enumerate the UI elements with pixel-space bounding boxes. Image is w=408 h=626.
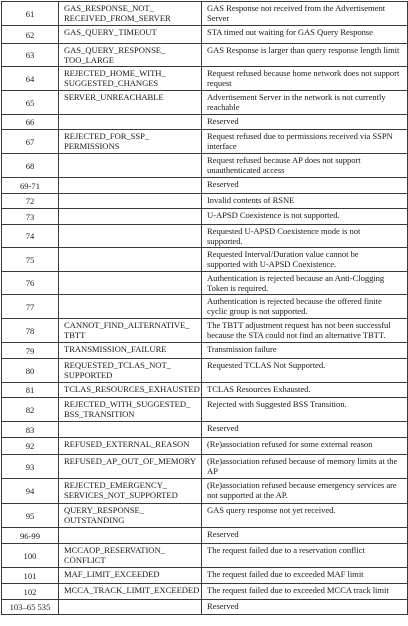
- status-name-cell: [59, 91, 202, 115]
- status-code-cell: 74: [2, 225, 59, 248]
- status-name-line: REJECTED_WITH_SUGGESTED_: [64, 399, 191, 409]
- table-row: [2, 130, 408, 154]
- status-code-cell: 68: [2, 154, 59, 178]
- status-name-line: SERVICES_NOT_SUPPORTED: [64, 490, 178, 500]
- status-name-cell: [59, 359, 202, 383]
- status-code-cell: 103–65 535: [2, 600, 59, 615]
- status-description-cell: [202, 359, 408, 383]
- status-description-line: U-APSD Coexistence is not supported.: [207, 210, 340, 220]
- status-name-line: TRANSMISSION_FAILURE: [64, 344, 167, 354]
- status-name-cell: [59, 544, 202, 568]
- table-row: [2, 479, 408, 504]
- status-description-line: Token is required.: [207, 283, 269, 293]
- status-name-cell: [59, 479, 202, 504]
- status-name-cell: [59, 26, 202, 44]
- status-description-line: The request failed due to exceeded MAF limit: [207, 569, 364, 579]
- status-description-cell: [202, 455, 408, 479]
- status-code-cell: 96-99: [2, 528, 59, 544]
- status-description-line: unauthenticated access: [207, 165, 285, 175]
- status-code-cell: 83: [2, 422, 59, 438]
- status-description-line: Reserved: [207, 601, 239, 611]
- table-row: [2, 398, 408, 422]
- status-description-line: Reserved: [207, 116, 239, 126]
- status-name-line: GAS_QUERY_TIMEOUT: [64, 27, 157, 37]
- status-description-cell: [202, 584, 408, 600]
- table-row: [2, 528, 408, 544]
- status-description-cell: [202, 600, 408, 615]
- status-code-cell: 77: [2, 295, 59, 319]
- status-code-cell: 101: [2, 568, 59, 584]
- table-row: [2, 438, 408, 455]
- status-name-line: SUPPORTED: [64, 370, 113, 380]
- status-name-line: REFUSED_AP_OUT_OF_MEMORY: [64, 456, 197, 466]
- status-description-line: TCLAS Resources Exhausted.: [207, 384, 311, 394]
- status-code-cell: 94: [2, 479, 59, 504]
- status-description-cell: [202, 272, 408, 295]
- table-row: [2, 209, 408, 225]
- status-name-cell: [59, 584, 202, 600]
- status-description-line: Authentication is rejected because an Anti-Clogging: [207, 273, 385, 283]
- table-row: [2, 115, 408, 130]
- status-code-cell: 63: [2, 44, 59, 67]
- status-name-line: REJECTED_FOR_SSP_: [64, 131, 150, 141]
- status-description-cell: [202, 225, 408, 248]
- status-description-line: Reserved: [207, 423, 239, 433]
- table-row: [2, 272, 408, 295]
- status-description-line: (Re)association refused because of memory limits at the: [207, 456, 398, 466]
- status-code-cell: 69-71: [2, 178, 59, 194]
- status-name-line: SERVER_UNREACHABLE: [64, 92, 164, 102]
- status-code-cell: 79: [2, 343, 59, 359]
- status-description-line: GAS Response not received from the Advertisement: [207, 3, 386, 13]
- status-description-cell: [202, 209, 408, 225]
- table-row: [2, 67, 408, 91]
- status-name-cell: [59, 600, 202, 615]
- status-code-cell: 73: [2, 209, 59, 225]
- status-name-line: OUTSTANDING: [64, 515, 125, 525]
- status-code-cell: 95: [2, 504, 59, 528]
- status-code-cell: 100: [2, 544, 59, 568]
- status-description-cell: [202, 398, 408, 422]
- status-code-cell: 64: [2, 67, 59, 91]
- status-description-cell: [202, 383, 408, 398]
- status-description-line: interface: [207, 141, 237, 151]
- table-row: [2, 600, 408, 615]
- status-name-line: PERMISSIONS: [64, 141, 120, 151]
- status-name-cell: [59, 194, 202, 209]
- status-description-line: Request refused because home network does not support: [207, 68, 400, 78]
- status-code-cell: 78: [2, 319, 59, 343]
- status-code-cell: 81: [2, 383, 59, 398]
- status-name-cell: [59, 67, 202, 91]
- status-name-line: MCCA_TRACK_LIMIT_EXCEEDED: [64, 585, 200, 595]
- status-description-line: not supported at the AP.: [207, 490, 288, 500]
- status-description-line: Invalid contents of RSNE: [207, 195, 295, 205]
- status-code-cell: 93: [2, 455, 59, 479]
- status-code-cell: 102: [2, 584, 59, 600]
- status-description-line: AP: [207, 466, 218, 476]
- status-name-line: MAF_LIMIT_EXCEEDED: [64, 569, 160, 579]
- status-description-cell: [202, 422, 408, 438]
- status-name-line: MCCAOP_RESERVATION_: [64, 545, 165, 555]
- table-row: [2, 26, 408, 44]
- status-description-line: Request refused because AP does not support: [207, 155, 361, 165]
- status-name-line: REJECTED_HOME_WITH_: [64, 68, 166, 78]
- status-description-cell: [202, 115, 408, 130]
- status-description-cell: [202, 130, 408, 154]
- status-name-line: TBTT: [64, 330, 86, 340]
- status-code-cell: 62: [2, 26, 59, 44]
- status-name-cell: [59, 455, 202, 479]
- status-description-line: Advertisement Server in the network is not currently: [207, 92, 386, 102]
- status-description-line: because the STA could not find an alternative TBTT.: [207, 330, 386, 340]
- status-description-cell: [202, 528, 408, 544]
- status-name-line: REJECTED_EMERGENCY_: [64, 480, 168, 490]
- status-code-table-body: [2, 2, 408, 615]
- status-name-cell: [59, 422, 202, 438]
- status-description-line: Reserved: [207, 529, 239, 539]
- status-name-line: CANNOT_FIND_ALTERNATIVE_: [64, 320, 190, 330]
- table-row: [2, 359, 408, 383]
- status-name-cell: [59, 528, 202, 544]
- status-name-line: SUGGESTED_CHANGES: [64, 78, 159, 88]
- status-name-cell: [59, 398, 202, 422]
- status-description-cell: [202, 194, 408, 209]
- table-row: [2, 2, 408, 26]
- status-code-cell: 75: [2, 248, 59, 272]
- status-name-cell: [59, 209, 202, 225]
- status-description-cell: [202, 2, 408, 26]
- status-name-cell: [59, 178, 202, 194]
- status-name-line: BSS_TRANSITION: [64, 409, 135, 419]
- status-code-cell: 82: [2, 398, 59, 422]
- status-code-cell: 61: [2, 2, 59, 26]
- status-description-cell: [202, 568, 408, 584]
- status-description-line: request: [207, 78, 232, 88]
- status-description-line: reachable: [207, 102, 240, 112]
- table-row: [2, 44, 408, 67]
- status-name-cell: [59, 438, 202, 455]
- table-row: [2, 295, 408, 319]
- status-code-cell: 65: [2, 91, 59, 115]
- status-description-line: Server: [207, 13, 230, 23]
- table-row: [2, 568, 408, 584]
- status-name-cell: [59, 2, 202, 26]
- table-row: [2, 544, 408, 568]
- status-description-line: Request refused due to permissions received via SSPN: [207, 131, 393, 141]
- status-description-line: Rejected with Suggested BSS Transition.: [207, 399, 347, 409]
- status-description-line: supported with U-APSD Coexistence.: [207, 259, 337, 269]
- status-name-cell: [59, 115, 202, 130]
- status-name-cell: [59, 44, 202, 67]
- status-name-line: RECEIVED_FROM_SERVER: [64, 13, 171, 23]
- status-description-line: GAS Response is larger than query response length limit: [207, 45, 400, 55]
- status-name-line: CONFLICT: [64, 555, 106, 565]
- status-description-cell: [202, 343, 408, 359]
- status-description-line: Requested U-APSD Coexistence mode is not: [207, 226, 361, 236]
- status-name-line: GAS_RESPONSE_NOT_: [64, 3, 154, 13]
- status-name-cell: [59, 154, 202, 178]
- status-description-line: (Re)association refused for some external reason: [207, 439, 373, 449]
- status-name-line: REFUSED_EXTERNAL_REASON: [64, 439, 190, 449]
- table-row: [2, 504, 408, 528]
- status-name-line: TCLAS_RESOURCES_EXHAUSTED: [64, 384, 200, 394]
- table-row: [2, 383, 408, 398]
- status-description-cell: [202, 504, 408, 528]
- status-description-line: STA timed out waiting for GAS Query Response: [207, 27, 373, 37]
- table-row: [2, 194, 408, 209]
- status-name-cell: [59, 568, 202, 584]
- status-description-cell: [202, 67, 408, 91]
- status-description-line: Authentication is rejected because the offered finite: [207, 296, 382, 306]
- status-description-cell: [202, 178, 408, 194]
- status-name-cell: [59, 272, 202, 295]
- status-name-line: QUERY_RESPONSE_: [64, 505, 144, 515]
- status-description-line: supported.: [207, 236, 243, 246]
- status-description-line: Requested TCLAS Not Supported.: [207, 360, 326, 370]
- status-code-table: [1, 1, 408, 615]
- status-description-line: Reserved: [207, 179, 239, 189]
- status-name-cell: [59, 319, 202, 343]
- status-description-cell: [202, 319, 408, 343]
- status-description-line: cyclic group is not supported.: [207, 306, 308, 316]
- status-code-cell: 66: [2, 115, 59, 130]
- status-description-cell: [202, 44, 408, 67]
- table-row: [2, 455, 408, 479]
- status-description-cell: [202, 248, 408, 272]
- status-description-line: The request failed due to exceeded MCCA track limit: [207, 585, 389, 595]
- status-description-cell: [202, 438, 408, 455]
- status-description-cell: [202, 295, 408, 319]
- status-description-line: Requested Interval/Duration value cannot be: [207, 249, 359, 259]
- table-row: [2, 343, 408, 359]
- status-description-cell: [202, 479, 408, 504]
- status-name-line: REQUESTED_TCLAS_NOT_: [64, 360, 171, 370]
- table-row: [2, 154, 408, 178]
- status-name-cell: [59, 225, 202, 248]
- status-name-cell: [59, 383, 202, 398]
- status-code-cell: 92: [2, 438, 59, 455]
- status-name-line: GAS_QUERY_RESPONSE_: [64, 45, 166, 55]
- table-row: [2, 225, 408, 248]
- table-row: [2, 91, 408, 115]
- status-description-cell: [202, 91, 408, 115]
- status-name-cell: [59, 248, 202, 272]
- table-row: [2, 248, 408, 272]
- table-row: [2, 178, 408, 194]
- status-name-cell: [59, 130, 202, 154]
- table-row: [2, 319, 408, 343]
- status-name-cell: [59, 295, 202, 319]
- table-row: [2, 584, 408, 600]
- status-name-cell: [59, 343, 202, 359]
- status-code-cell: 72: [2, 194, 59, 209]
- status-code-cell: 80: [2, 359, 59, 383]
- status-description-line: The TBTT adjustment request has not been successful: [207, 320, 391, 330]
- status-code-cell: 76: [2, 272, 59, 295]
- status-description-line: (Re)association refused because emergency services are: [207, 480, 397, 490]
- status-name-line: TOO_LARGE: [64, 55, 114, 65]
- status-description-line: The request failed due to a reservation conflict: [207, 545, 365, 555]
- status-description-cell: [202, 154, 408, 178]
- table-row: [2, 422, 408, 438]
- status-description-cell: [202, 26, 408, 44]
- status-description-line: Transmission failure: [207, 344, 277, 354]
- status-description-line: GAS query response not yet received.: [207, 505, 336, 515]
- status-name-cell: [59, 504, 202, 528]
- status-description-cell: [202, 544, 408, 568]
- status-code-cell: 67: [2, 130, 59, 154]
